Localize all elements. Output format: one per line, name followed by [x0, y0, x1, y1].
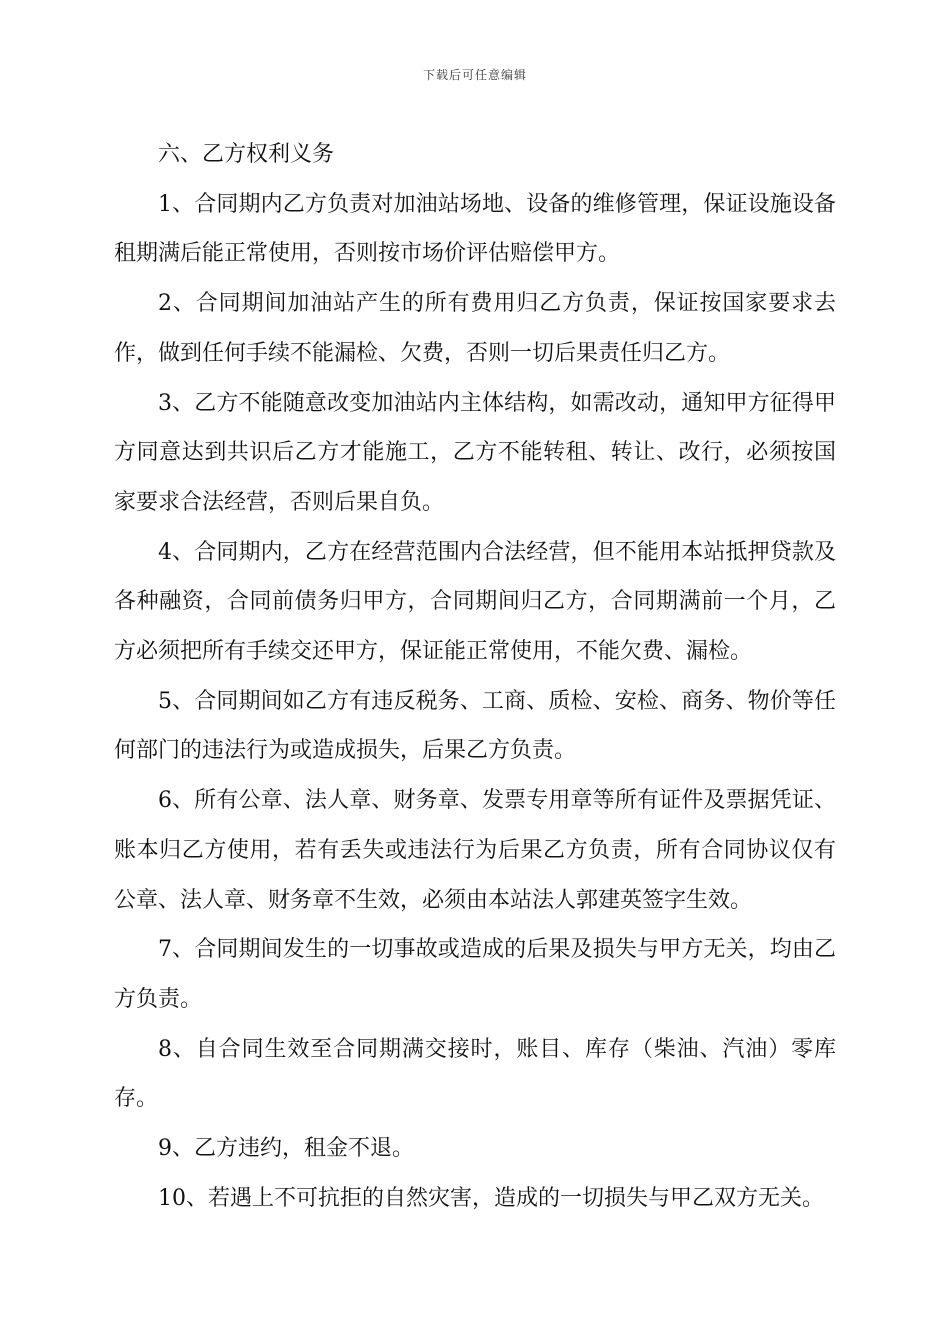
clause-6: 6、所有公章、法人章、财务章、发票专用章等所有证件及票据凭证、账本归乙方使用，若有丢失或违法行为后果乙方负责，所有合同协议仅有公章、法人章、财务章不生效，必须由本站法人郭建英签字生效。: [114, 788, 836, 913]
clause-3: 3、乙方不能随意改变加油站内主体结构，如需改动，通知甲方征得甲方同意达到共识后乙方才能施工，乙方不能转租、转让、改行，必须按国家要求合法经营，否则后果自负。: [114, 390, 836, 515]
clause-2: 2、合同期间加油站产生的所有费用归乙方负责，保证按国家要求去作，做到任何手续不能漏检、欠费，否则一切后果责任归乙方。: [114, 291, 836, 366]
clause-4: 4、合同期内，乙方在经营范围内合法经营，但不能用本站抵押贷款及各种融资，合同前债务归甲方，合同期间归乙方，合同期满前一个月，乙方必须把所有手续交还甲方，保证能正常使用，不能欠费、漏检。: [114, 539, 836, 665]
section-title: 六、乙方权利义务: [158, 142, 335, 167]
page-header-note: 下载后可任意编辑: [422, 68, 527, 82]
clause-9: 9、乙方违约，租金不退。: [158, 1136, 414, 1162]
clause-1: 1、合同期内乙方负责对加油站场地、设备的维修管理，保证设施设备租期满后能正常使用，否则按市场价评估赔偿甲方。: [114, 191, 836, 267]
clause-8: 8、自合同生效至合同期满交接时，账目、库存（柴油、汽油）零库存。: [114, 1036, 836, 1112]
clause-5: 5、合同期间如乙方有违反税务、工商、质检、安检、商务、物价等任何部门的违法行为或造成损失，后果乙方负责。: [114, 688, 836, 764]
clause-7: 7、合同期间发生的一切事故或造成的后果及损失与甲方无关，均由乙方负责。: [114, 937, 836, 1012]
document-body: [114, 130, 836, 1223]
clause-10: 10、若遇上不可抗拒的自然灾害，造成的一切损失与甲乙双方无关。: [158, 1185, 824, 1211]
